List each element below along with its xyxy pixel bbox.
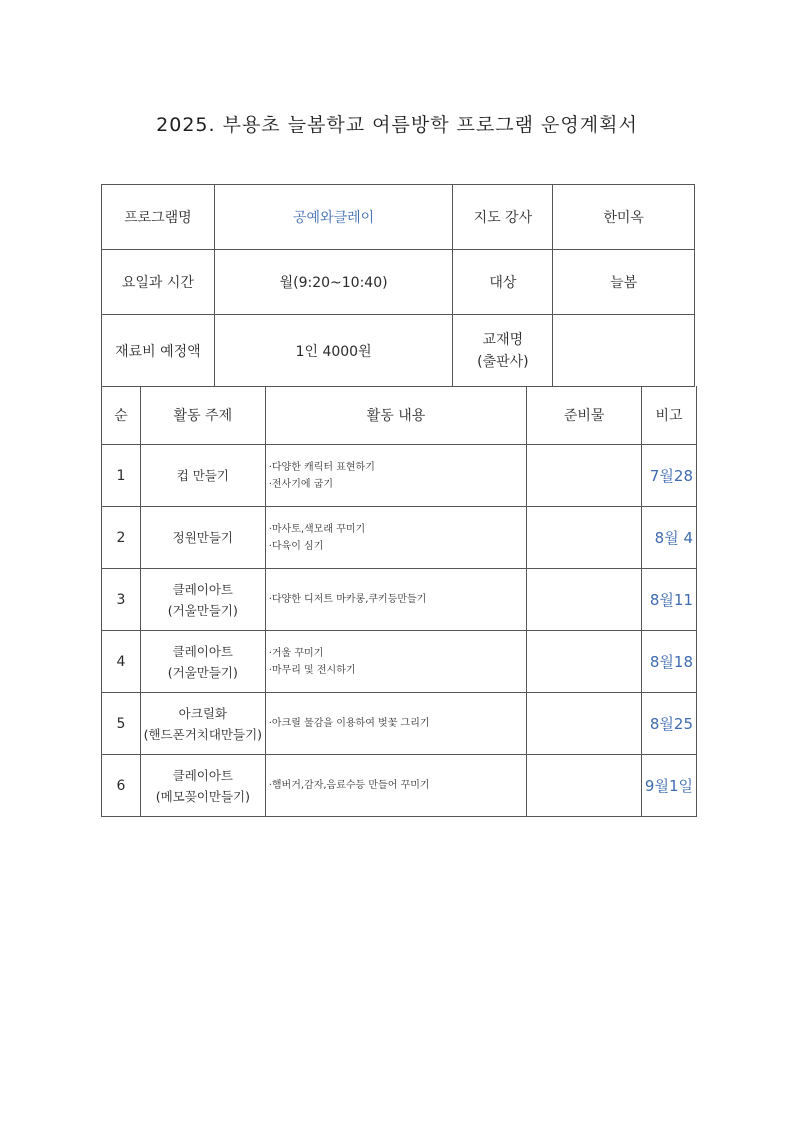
row-topic <box>140 569 265 631</box>
activity-row <box>102 445 697 507</box>
activity-table <box>101 386 697 817</box>
activity-row <box>102 569 697 631</box>
instructor-value: 한미옥 <box>553 185 695 250</box>
row-no: 5 <box>102 693 141 755</box>
header-supplies: 준비물 <box>527 386 642 445</box>
activity-row <box>102 755 697 817</box>
header-topic: 활동 주제 <box>140 386 265 445</box>
row-supplies <box>527 693 642 755</box>
row-note: 8월18 <box>642 631 697 693</box>
material-fee-label: 재료비 예정액 <box>102 315 215 387</box>
topic-line2: (핸드폰거치대만들기) <box>143 726 263 742</box>
textbook-label-line1: 교재명 <box>482 331 524 348</box>
topic-line1: 아크릴화 <box>178 705 227 721</box>
topic-line2: (거울만들기) <box>167 664 238 680</box>
instructor-label: 지도 강사 <box>453 185 553 250</box>
row-note: 8월 4 <box>642 507 697 569</box>
program-label: 프로그램명 <box>102 185 215 250</box>
target-value: 늘봄 <box>553 250 695 315</box>
row-no: 4 <box>102 631 141 693</box>
program-info-table <box>101 184 695 387</box>
content-line1: ·햄버거,감자,음료수등 만들어 꾸미기 <box>268 780 430 791</box>
info-row-schedule <box>102 250 695 315</box>
topic-line1: 클레이아트 <box>172 643 234 659</box>
schedule-label: 요일과 시간 <box>102 250 215 315</box>
row-topic <box>140 693 265 755</box>
topic-line2: (메모꽂이만들기) <box>155 788 250 804</box>
activity-row <box>102 693 697 755</box>
row-topic <box>140 631 265 693</box>
textbook-value <box>553 315 695 387</box>
row-supplies <box>527 445 642 507</box>
content-line1: ·거울 꾸미기 <box>268 647 324 659</box>
row-note: 9월1일 <box>642 755 697 817</box>
row-note: 7월28 <box>642 445 697 507</box>
row-content <box>265 445 527 507</box>
schedule-value: 월(9:20~10:40) <box>214 250 453 315</box>
activity-row <box>102 631 697 693</box>
row-supplies <box>527 631 642 693</box>
topic-line1: 컵 만들기 <box>176 468 229 483</box>
row-note: 8월11 <box>642 569 697 631</box>
row-content <box>265 507 527 569</box>
info-row-program <box>102 185 695 250</box>
topic-line1: 클레이아트 <box>172 767 234 783</box>
document-title: 2025. 부용초 늘봄학교 여름방학 프로그램 운영계획서 <box>156 114 638 136</box>
content-line2: ·마무리 및 전시하기 <box>268 664 356 676</box>
program-value: 공예와클레이 <box>214 185 453 250</box>
row-no: 6 <box>102 755 141 817</box>
content-line1: ·다양한 캐릭터 표현하기 <box>268 461 375 473</box>
row-note: 8월25 <box>642 693 697 755</box>
content-line2: ·다육이 심기 <box>268 540 324 552</box>
topic-line1: 클레이아트 <box>172 581 234 597</box>
info-row-fee <box>102 315 695 387</box>
content-line1: ·아크릴 물감을 이용하여 벚꽃 그리기 <box>268 718 430 729</box>
row-content <box>265 569 527 631</box>
content-line1: ·다양한 디저트 마카롱,쿠키등만들기 <box>268 594 427 605</box>
row-content <box>265 693 527 755</box>
row-no: 2 <box>102 507 141 569</box>
row-content <box>265 631 527 693</box>
textbook-label-line2: (출판사) <box>477 353 529 370</box>
target-label: 대상 <box>453 250 553 315</box>
row-no: 1 <box>102 445 141 507</box>
row-topic <box>140 755 265 817</box>
material-fee-value: 1인 4000원 <box>214 315 453 387</box>
activity-row <box>102 507 697 569</box>
header-no: 순 <box>102 386 141 445</box>
textbook-label <box>453 315 553 387</box>
row-topic <box>140 507 265 569</box>
row-supplies <box>527 507 642 569</box>
row-content <box>265 755 527 817</box>
topic-line2: (거울만들기) <box>167 602 238 618</box>
content-line2: ·전사기에 굽기 <box>268 478 334 490</box>
row-supplies <box>527 569 642 631</box>
row-supplies <box>527 755 642 817</box>
topic-line1: 정원만들기 <box>172 530 234 545</box>
row-no: 3 <box>102 569 141 631</box>
header-note: 비고 <box>642 386 697 445</box>
row-topic <box>140 445 265 507</box>
content-line1: ·마사토,색모래 꾸미기 <box>268 523 366 535</box>
header-content: 활동 내용 <box>265 386 527 445</box>
activity-header-row <box>102 386 697 445</box>
